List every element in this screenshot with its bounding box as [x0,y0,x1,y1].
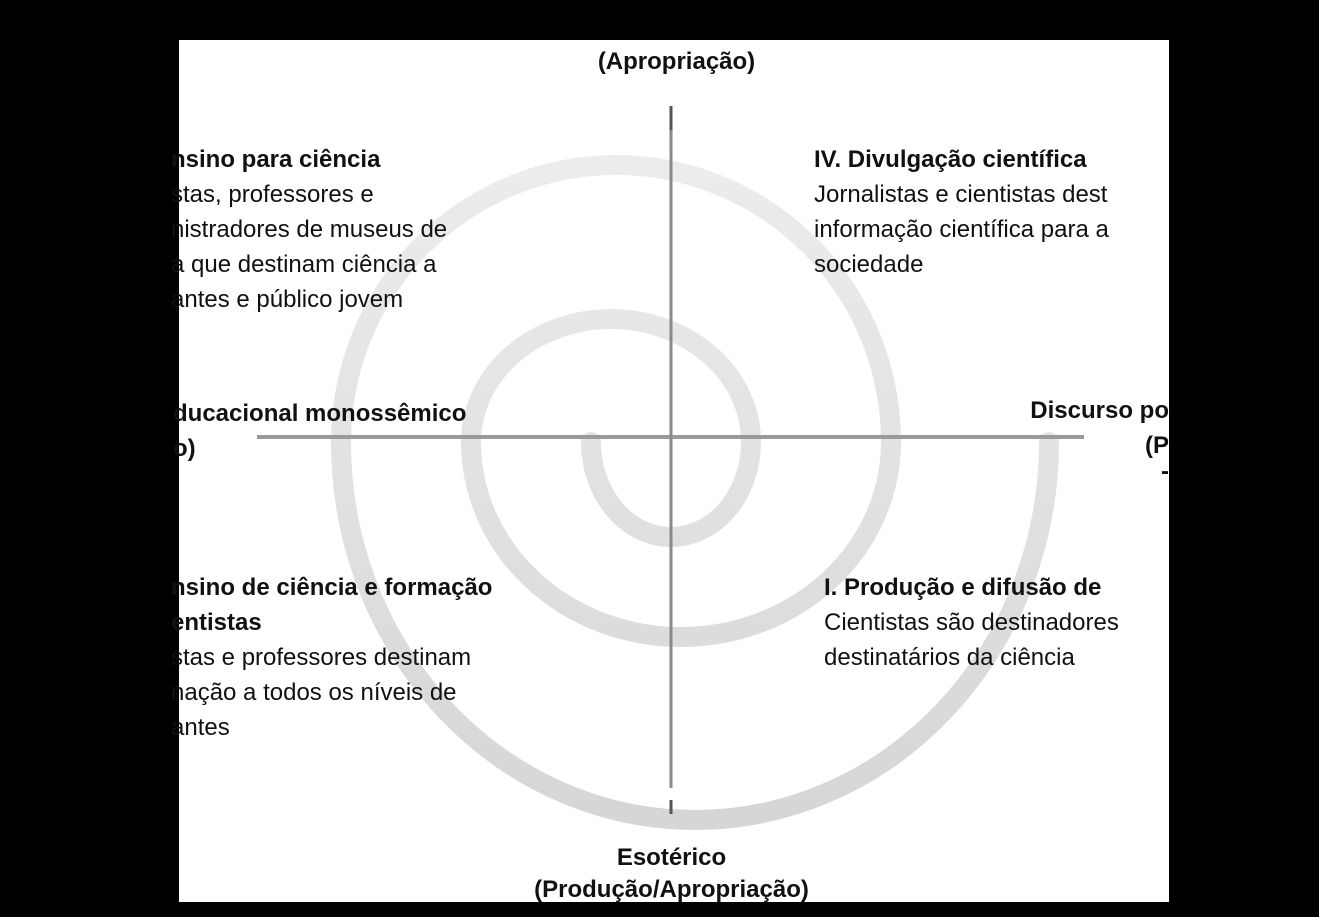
quadrant-bottom-left-line: antes [171,714,230,741]
quadrant-bottom-left-line: stas e professores destinam [171,644,472,671]
quadrant-bottom-right [824,570,1119,675]
right-axis-label-line2: (P [1145,432,1169,459]
diagram-canvas [171,40,1169,903]
quadrant-top-left-line: nistradores de museus de [171,216,448,243]
right-axis-label-line1: Discurso po [1030,397,1169,424]
quadrant-top-right-line: informação científica para a [814,216,1109,243]
quadrant-bottom-right-line: destinatários da ciência [824,644,1075,671]
quadrant-top-left-line: stas, professores e [171,181,374,208]
bottom-axis-label-line2: (Produção/Apropriação) [534,876,809,903]
quadrant-top-left-title: nsino para ciência [171,146,381,173]
quadrant-bottom-right-title: I. Produção e difusão de [824,574,1102,601]
quadrant-top-right-line: sociedade [814,251,924,278]
bottom-axis-label-line1: Esotérico [616,844,727,871]
quadrant-bottom-left-title-line: nsino de ciência e formação [171,574,493,601]
quadrant-top-left-line: a que destinam ciência a [171,251,437,278]
right-axis-label-line3: - [1161,458,1169,485]
top-axis-label: (Apropriação) [597,48,756,75]
quadrant-top-left [171,142,447,317]
quadrant-bottom-left-line: nação a todos os níveis de [171,679,457,706]
left-axis-label-line1: ducacional monossêmico [173,400,467,427]
left-axis-label [173,396,466,466]
quadrant-bottom-right-line: Cientistas são destinadores [824,609,1119,636]
left-axis-label-line2: o) [173,435,196,462]
quadrant-top-right-title: IV. Divulgação científica [814,146,1087,173]
quadrant-top-left-line: antes e público jovem [171,286,404,313]
quadrant-top-right [814,142,1109,282]
right-axis-label [969,393,1169,485]
bottom-axis-label [479,842,864,906]
quadrant-bottom-left-title-line: entistas [171,609,262,636]
quadrant-top-right-line: Jornalistas e cientistas dest [814,181,1108,208]
quadrant-bottom-left [171,570,492,745]
